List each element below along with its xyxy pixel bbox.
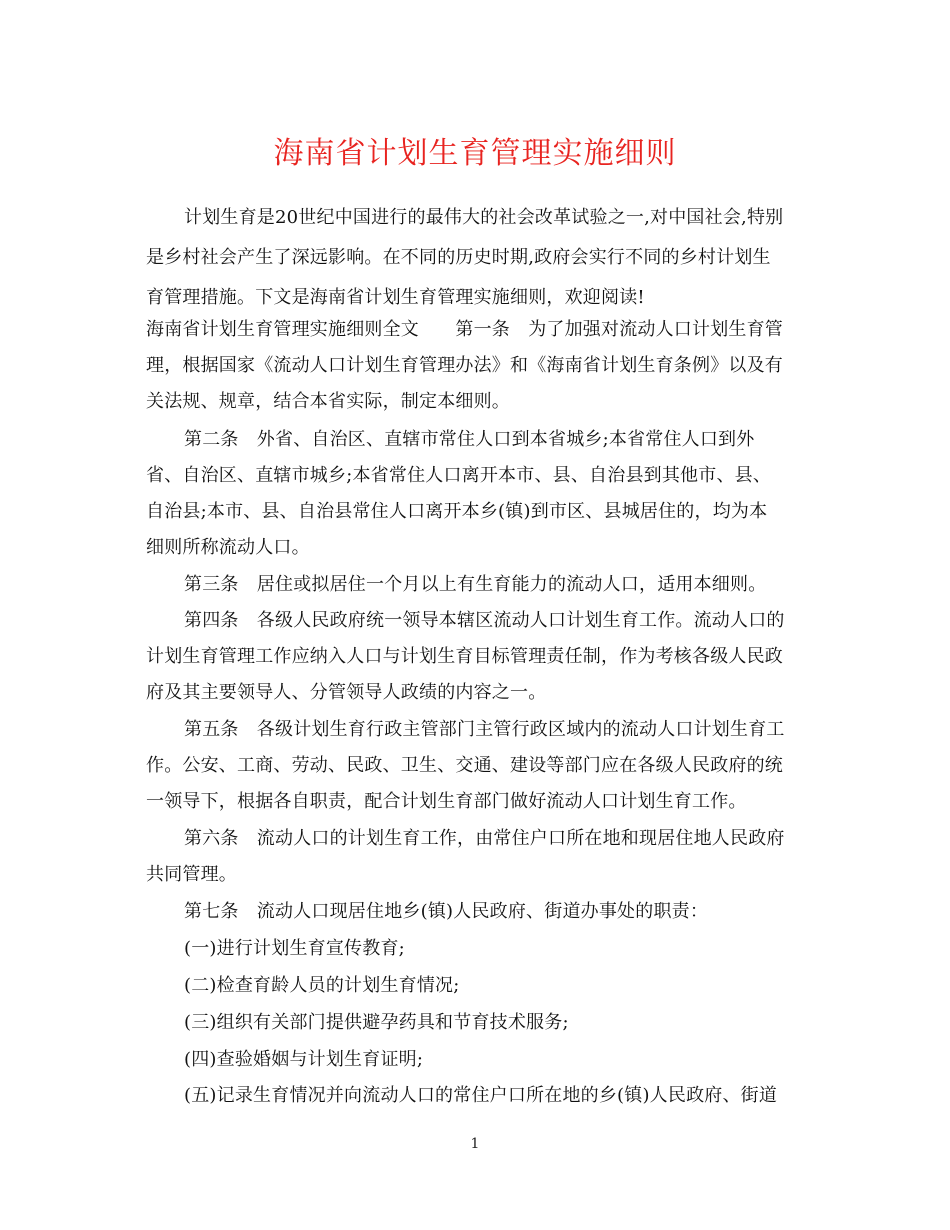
body-line: 关法规、规章，结合本省实际，制定本细则。 (146, 391, 510, 412)
body-line: 第七条 流动人口现居住地乡(镇)人民政府、街道办事处的职责： (184, 901, 709, 922)
body-line: 计划生育是20世纪中国进行的最伟大的社会改革试验之一,对中国社会,特别 (184, 207, 784, 228)
body-line: 第五条 各级计划生育行政主管部门主管行政区域内的流动人口计划生育工 (184, 719, 785, 740)
list-item: (四)查验婚姻与计划生育证明; (184, 1049, 424, 1070)
body-line: 是乡村社会产生了深远影响。在不同的历史时期,政府会实行不同的乡村计划生 (146, 247, 771, 268)
list-item: (五)记录生育情况并向流动人口的常住户口所在地的乡(镇)人民政府、街道 (184, 1085, 778, 1106)
body-line: 共同管理。 (146, 864, 237, 885)
list-item: (二)检查育龄人员的计划生育情况; (184, 975, 460, 996)
body-line: 计划生育管理工作应纳入人口与计划生育目标管理责任制，作为考核各级人民政 (146, 646, 783, 667)
body-line: 府及其主要领导人、分管领导人政绩的内容之一。 (146, 682, 547, 703)
body-line: 第六条 流动人口的计划生育工作，由常住户口所在地和现居住地人民政府 (184, 828, 785, 849)
body-line: 自治县;本市、县、自治县常住人口离开本乡(镇)到市区、县城居住的，均为本 (146, 501, 768, 522)
body-line: 理，根据国家《流动人口计划生育管理办法》和《海南省计划生育条例》以及有 (146, 355, 783, 376)
list-item: (一)进行计划生育宣传教育; (184, 938, 405, 959)
body-line: 海南省计划生育管理实施细则全文 第一条 为了加强对流动人口计划生育管 (146, 319, 783, 340)
page-number: 1 (470, 1136, 480, 1152)
body-line: 细则所称流动人口。 (146, 537, 310, 558)
body-line: 作。公安、工商、劳动、民政、卫生、交通、建设等部门应在各级人民政府的统 (146, 755, 783, 776)
body-line: 一领导下，根据各自职责，配合计划生育部门做好流动人口计划生育工作。 (146, 791, 747, 812)
body-line: 第三条 居住或拟居住一个月以上有生育能力的流动人口，适用本细则。 (184, 574, 767, 595)
body-line: 育管理措施。下文是海南省计划生育管理实施细则，欢迎阅读! (146, 287, 645, 308)
list-item: (三)组织有关部门提供避孕药具和节育技术服务; (184, 1012, 569, 1033)
body-line: 省、自治区、直辖市城乡;本省常住人口离开本市、县、自治县到其他市、县、 (146, 465, 772, 486)
page-title: 海南省计划生育管理实施细则 (273, 136, 677, 171)
body-line: 第四条 各级人民政府统一领导本辖区流动人口计划生育工作。流动人口的 (184, 610, 785, 631)
body-line: 第二条 外省、自治区、直辖市常住人口到本省城乡;本省常住人口到外 (184, 429, 755, 450)
